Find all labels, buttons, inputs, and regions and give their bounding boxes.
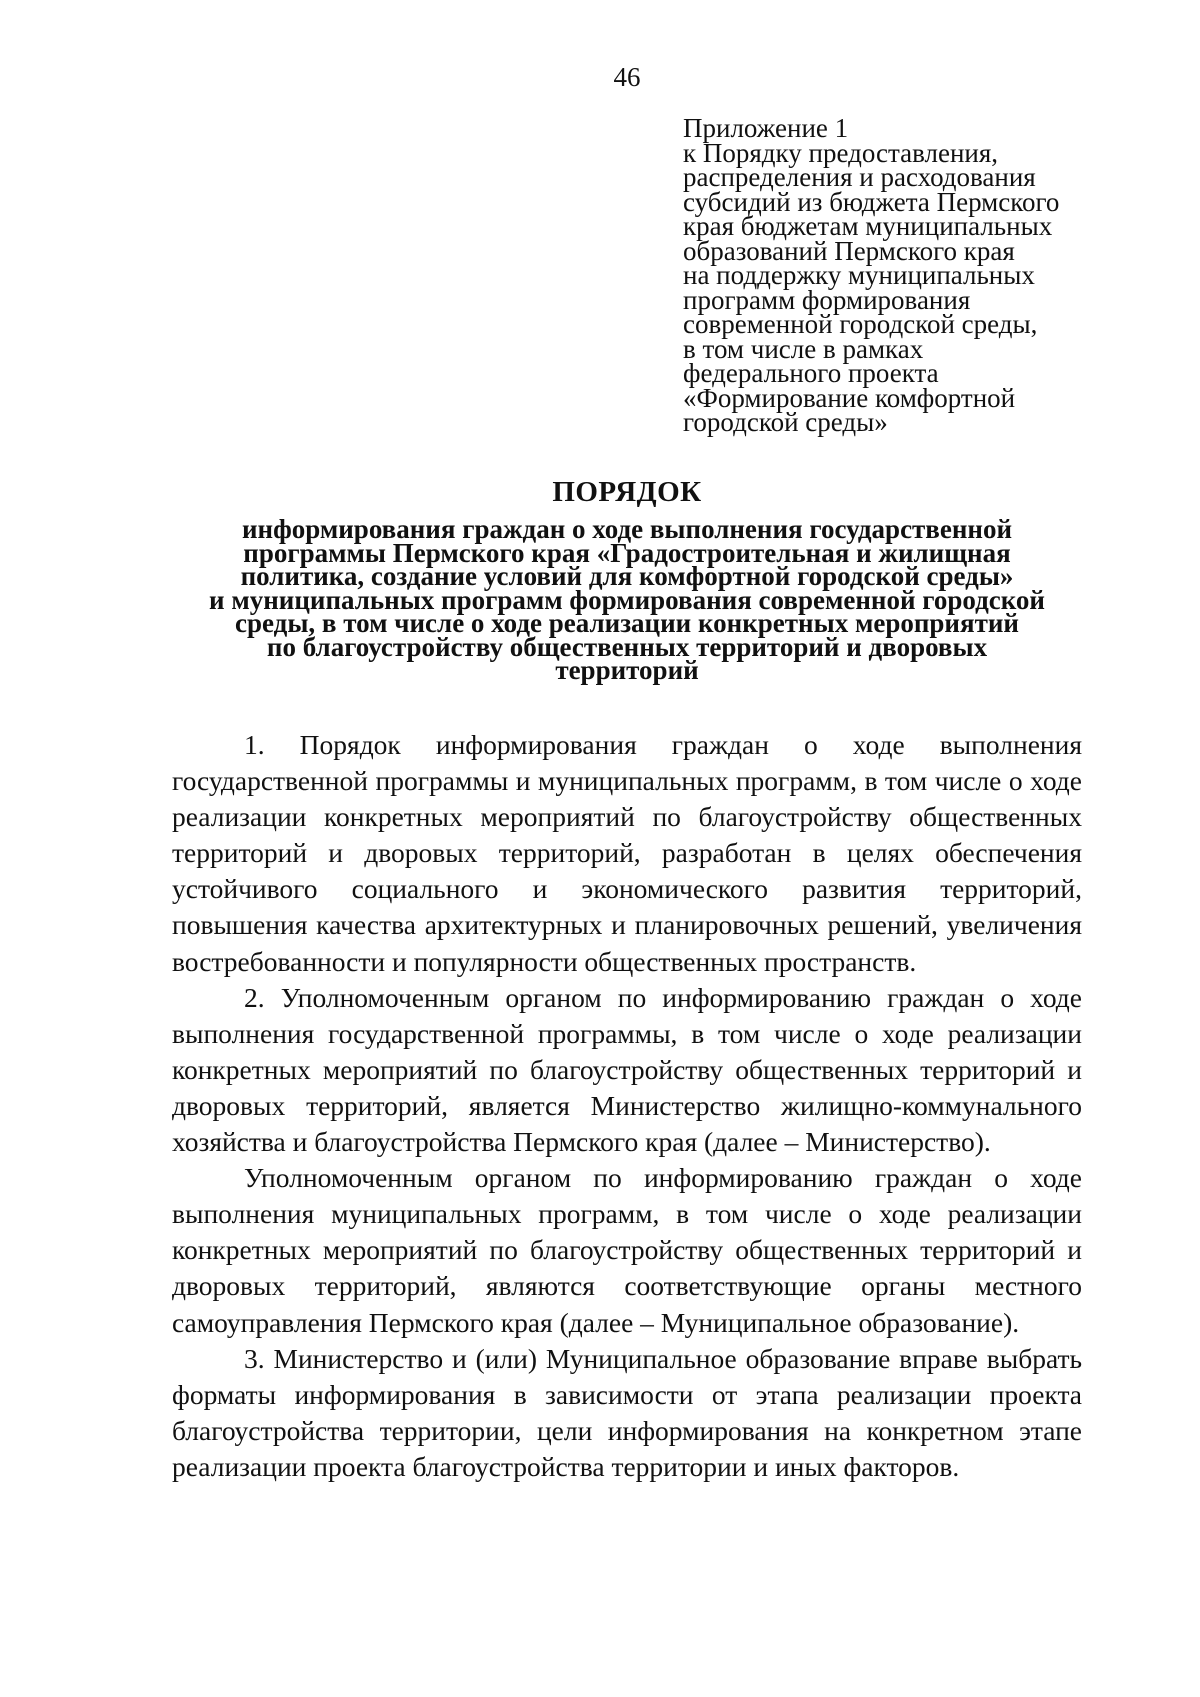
appendix-line: края бюджетам муниципальных <box>683 211 1053 241</box>
paragraph-4: 3. Министерство и (или) Муниципальное образование вправе выбрать форматы информирования в зависимости от этапа реализации проекта благоустройства территории, цели информирования на конкретном этапе реализации проекта благоустройства территории и иных факторов. <box>172 1342 1082 1482</box>
appendix-line: городской среды» <box>683 407 888 437</box>
subtitle-line: среды, в том числе о ходе реализации конкретных мероприятий <box>235 608 1019 638</box>
subtitle-line: политика, создание условий для комфортной городской среды» <box>240 561 1014 591</box>
document-body <box>172 727 1082 1485</box>
appendix-line: к Порядку предоставления, <box>683 137 999 168</box>
subtitle-line: по благоустройству общественных территорий и дворовых <box>266 631 988 662</box>
appendix-line: субсидий из бюджета Пермского <box>683 186 1060 217</box>
subtitle-line: и муниципальных программ формирования современной городской <box>209 584 1045 615</box>
appendix-line: современной городской среды, <box>683 309 1038 339</box>
paragraph-1: 1. Порядок информирования граждан о ходе выполнения государственной программы и муниципальных программ, в том числе о ходе реализации конкретных мероприятий по благоустройству общественных территорий и дворовых территорий, разработан в целях обеспечения устойчивого социального и экономического развития территорий, повышения качества архитектурных и планировочных решений, увеличения востребованности и популярности общественных пространств. <box>172 729 1082 977</box>
appendix-line: распределения и расходования <box>683 162 1036 192</box>
subtitle-line: информирования граждан о ходе выполнения государственной <box>241 514 1013 544</box>
appendix-header <box>683 113 1103 437</box>
paragraph-3: Уполномоченным органом по информированию граждан о ходе выполнения муниципальных программ, в том числе о ходе реализации конкретных мероприятий по благоустройству общественных территорий и дворовых территорий, являются соответствующие органы местного самоуправления Пермского края (далее – Муниципальное образование). <box>172 1162 1082 1338</box>
document-subtitle <box>0 514 1200 685</box>
subtitle-line: программы Пермского края «Градостроительная и жилищная <box>243 537 1011 568</box>
document-title: ПОРЯДОК <box>552 476 702 508</box>
appendix-line: Приложение 1 <box>683 113 849 143</box>
appendix-line: программ формирования <box>683 284 971 315</box>
appendix-line: «Формирование комфортной <box>683 382 1016 413</box>
appendix-line: федерального проекта <box>683 358 939 388</box>
page-number: 46 <box>613 62 641 92</box>
subtitle-line: территорий <box>555 655 699 685</box>
paragraph-2: 2. Уполномоченным органом по информированию граждан о ходе выполнения государственной программы, в том числе о ходе реализации конкретных мероприятий по благоустройству общественных территорий и дворовых территорий, является Министерство жилищно-коммунального хозяйства и благоустройства Пермского края (далее – Министерство). <box>172 981 1082 1158</box>
appendix-line: в том числе в рамках <box>683 333 924 364</box>
appendix-line: образований Пермского края <box>683 235 1015 266</box>
appendix-line: на поддержку муниципальных <box>683 260 1035 290</box>
